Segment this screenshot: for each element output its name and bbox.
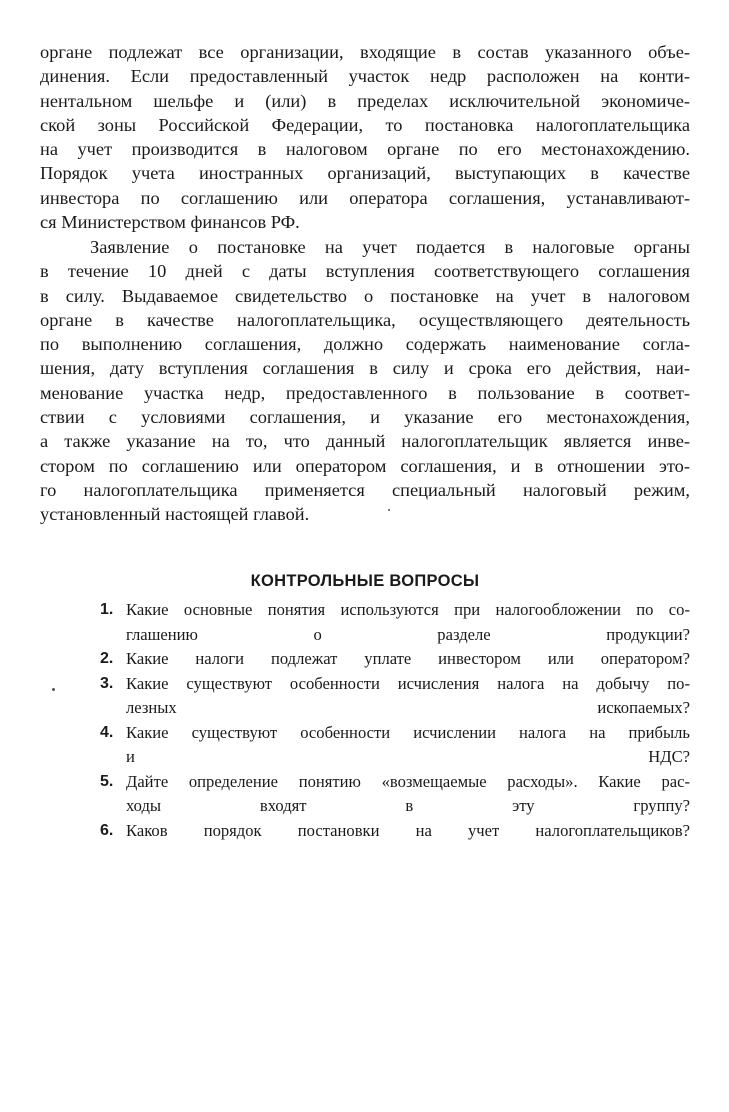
text-line: динения. Если предоставленный участок недр расположен на конти- (40, 66, 690, 87)
question-number: 6. (100, 821, 114, 839)
question-item (100, 819, 690, 844)
question-number: 1. (100, 601, 114, 618)
scan-speck (388, 509, 390, 511)
question-item (100, 770, 690, 819)
question-text (126, 647, 690, 672)
text-line: инвестора по соглашению или оператора соглашения, устанавливают- (40, 187, 690, 208)
question-text (126, 598, 690, 647)
body-paragraph (40, 235, 690, 527)
question-number: 5. (100, 772, 114, 790)
question-item (100, 598, 690, 647)
text-line: Какие существуют особенности исчисления налога на добычу по- (126, 673, 690, 693)
text-line: на учет производится в налоговом органе по его местонахождению. (40, 139, 690, 160)
text-line: установленный настоящей главой. (40, 504, 310, 525)
question-text (126, 721, 690, 770)
text-line: го налогоплательщика применяется специальный налоговый режим, (40, 479, 690, 500)
text-line: органе подлежат все организации, входящие в состав указанного объе- (40, 42, 690, 62)
text-line: Каков порядок постановки на учет налогоплательщиков? (126, 820, 690, 840)
question-list (100, 598, 690, 843)
section-heading: КОНТРОЛЬНЫЕ ВОПРОСЫ (250, 572, 480, 590)
text-line: Какие существуют особенности исчислении налога на прибыль (126, 722, 690, 742)
text-line: лезных ископаемых? (126, 698, 690, 717)
question-number: 4. (100, 723, 114, 741)
text-line: а также указание на то, что данный налогоплательщик является инве- (40, 431, 690, 452)
text-line: стором по соглашению или оператором соглашения, и в отношении это- (40, 455, 690, 476)
question-text (126, 672, 690, 721)
text-line: в течение 10 дней с даты вступления соответствующего соглашения (40, 261, 690, 282)
scan-speck (52, 688, 55, 691)
text-line: менование участка недр, предоставленного в пользование в соответ- (40, 382, 690, 403)
text-line: нентальном шельфе и (или) в пределах исключительной экономиче- (40, 90, 690, 111)
text-line: Заявление о постановке на учет подается в налоговые органы (90, 237, 690, 257)
question-text (126, 770, 690, 819)
text-line: глашению о разделе продукции? (126, 624, 690, 644)
text-line: по выполнению соглашения, должно содержать наименование согла- (40, 334, 690, 355)
body-paragraph (40, 40, 690, 234)
text-line: Порядок учета иностранных организаций, выступающих в качестве (40, 163, 690, 184)
text-line: ствии с условиями соглашения, и указание его местонахождения, (40, 407, 690, 428)
question-item (100, 672, 690, 721)
text-line: органе в качестве налогоплательщика, осуществляющего деятельность (40, 309, 690, 330)
question-text (126, 819, 690, 844)
question-number: 2. (100, 650, 114, 667)
text-line: Какие налоги подлежат уплате инвестором или оператором? (126, 649, 690, 668)
text-line: ся Министерством финансов РФ. (40, 212, 300, 233)
text-line: шения, дату вступления соглашения в силу и срока его действия, наи- (40, 358, 690, 379)
text-line: Дайте определение понятию «возмещаемые расходы». Какие рас- (126, 771, 690, 791)
text-line: в силу. Выдаваемое свидетельство о постановке на учет в налоговом (40, 285, 690, 306)
text-line: ходы входят в эту группу? (126, 796, 690, 815)
text-line: и НДС? (126, 747, 690, 766)
question-item (100, 647, 690, 672)
text-line: ской зоны Российской Федерации, то постановка налогоплательщика (40, 114, 690, 135)
text-line: Какие основные понятия используются при налогообложении по со- (126, 600, 690, 619)
question-number: 3. (100, 674, 114, 692)
question-item (100, 721, 690, 770)
